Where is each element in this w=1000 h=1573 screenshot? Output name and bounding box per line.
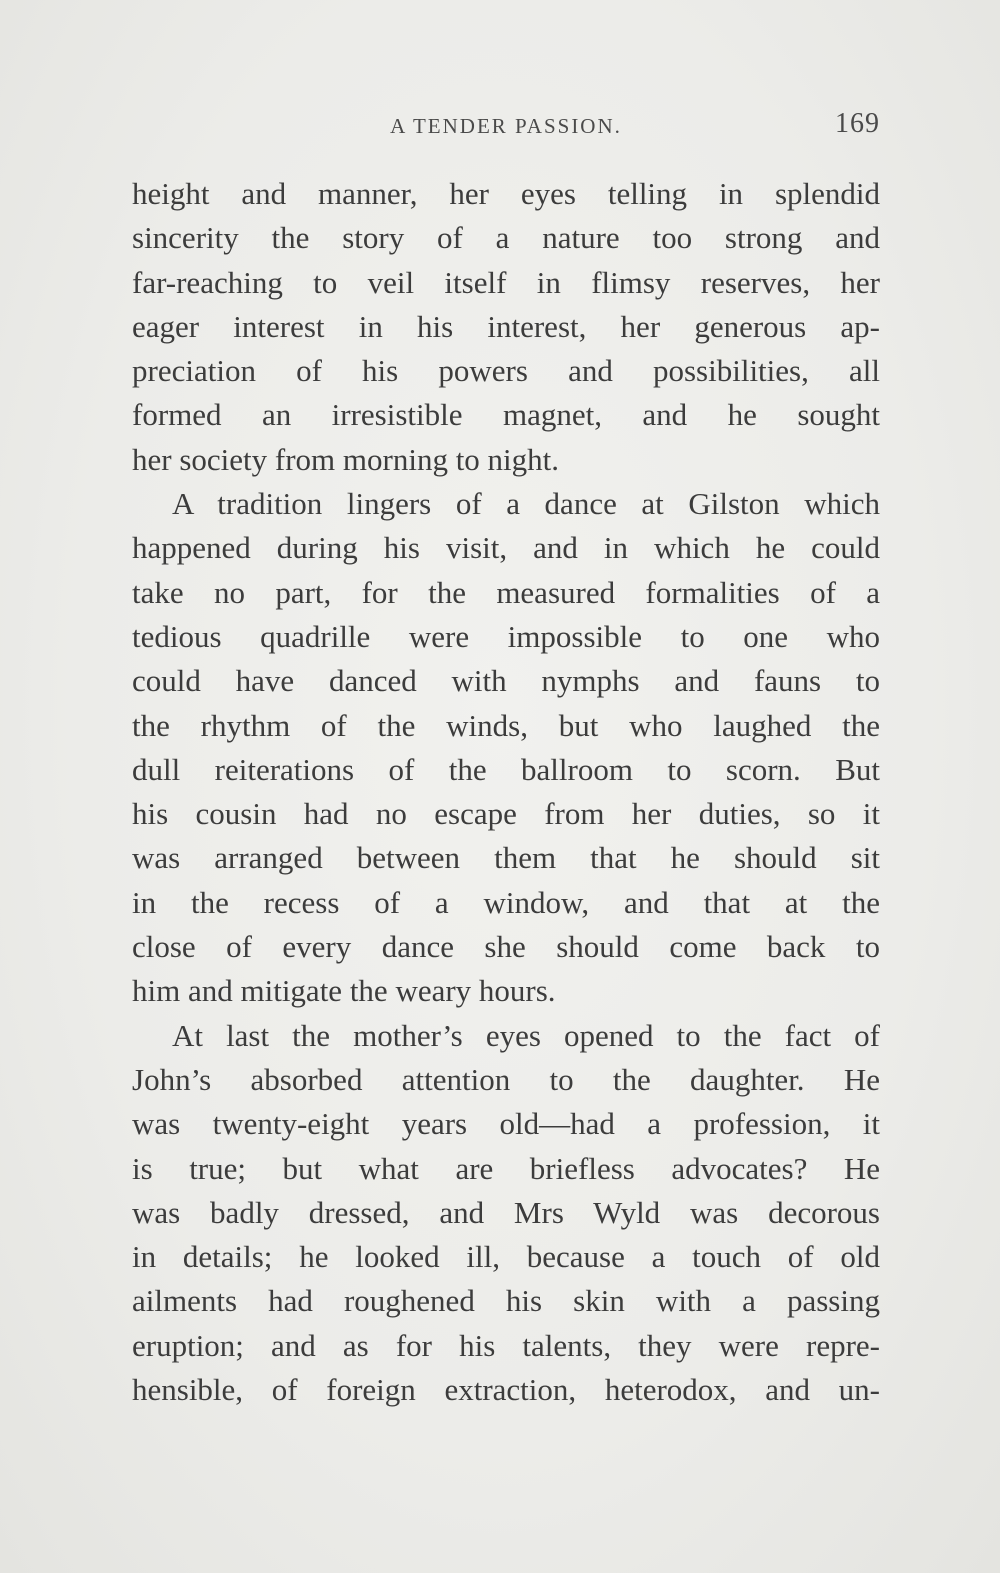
- text-line: dull reiterations of the ballroom to scorn. But: [132, 751, 880, 787]
- text-line: ailments had roughened his skin with a passing: [132, 1283, 880, 1319]
- text-line: far-reaching to veil itself in flimsy reserves, her: [132, 264, 880, 300]
- text-line: him and mitigate the weary hours.: [132, 973, 556, 1009]
- text-line: eruption; and as for his talents, they were repre-: [132, 1327, 880, 1363]
- text-line: happened during his visit, and in which he could: [132, 530, 880, 566]
- running-head: [132, 108, 880, 148]
- text-line: close of every dance she should come back to: [132, 929, 880, 965]
- text-line: sincerity the story of a nature too strong and: [132, 220, 880, 256]
- text-line: take no part, for the measured formalities of a: [132, 574, 880, 610]
- page-number: 169: [835, 108, 880, 139]
- text-line: John’s absorbed attention to the daughter. He: [132, 1061, 880, 1097]
- text-line: preciation of his powers and possibilities, all: [132, 353, 880, 389]
- text-line: could have danced with nymphs and fauns to: [132, 663, 880, 699]
- text-line: eager interest in his interest, her generous ap-: [132, 308, 880, 344]
- text-line: in details; he looked ill, because a touch of old: [132, 1239, 880, 1275]
- text-line: height and manner, her eyes telling in splendid: [132, 176, 880, 211]
- text-line: her society from morning to night.: [132, 441, 560, 477]
- text-line: is true; but what are briefless advocates? He: [132, 1150, 880, 1186]
- body-text: [132, 172, 880, 1412]
- text-line: hensible, of foreign extraction, heterodox, and un-: [132, 1372, 880, 1408]
- text-line: formed an irresistible magnet, and he sought: [132, 397, 880, 433]
- running-title: A TENDER PASSION.: [390, 114, 622, 138]
- text-line: the rhythm of the winds, but who laughed the: [132, 707, 880, 743]
- text-line: was arranged between them that he should sit: [132, 840, 880, 876]
- text-line: in the recess of a window, and that at the: [132, 884, 880, 920]
- text-line: At last the mother’s eyes opened to the fact of: [172, 1017, 880, 1053]
- text-line: his cousin had no escape from her duties, so it: [132, 796, 880, 832]
- text-line: was twenty-eight years old—had a profession, it: [132, 1106, 880, 1142]
- text-line: A tradition lingers of a dance at Gilston which: [172, 486, 880, 522]
- text-line: was badly dressed, and Mrs Wyld was decorous: [132, 1194, 880, 1230]
- text-line: tedious quadrille were impossible to one who: [132, 618, 880, 654]
